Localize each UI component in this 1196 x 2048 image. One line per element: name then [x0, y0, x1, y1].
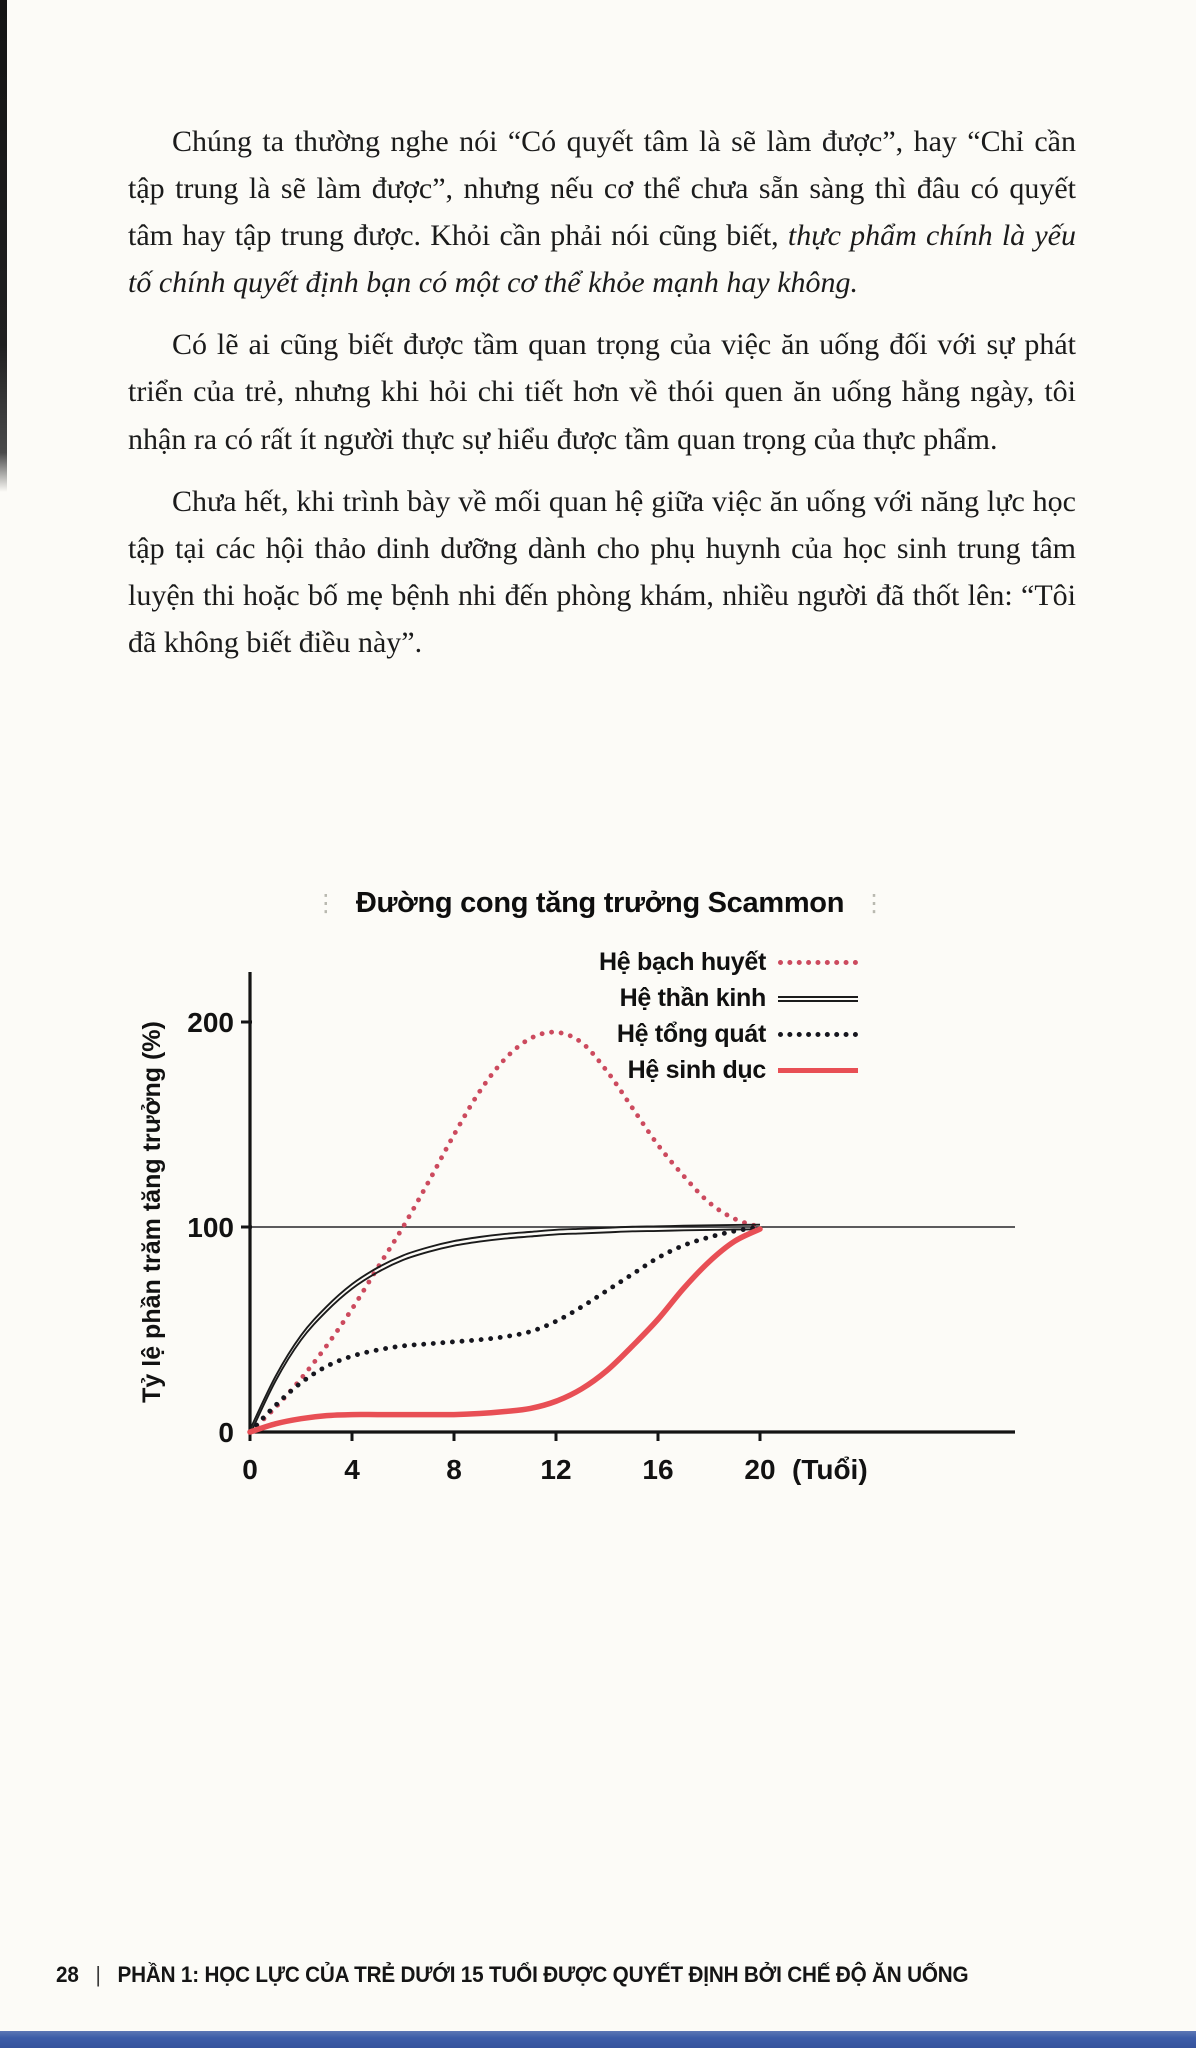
- paragraph-text-italic: thực phẩm chính là yếu tố chính quyết định bạn có một cơ thể khỏe mạnh hay không.: [128, 219, 1077, 300]
- legend-double-line-sample-icon: [778, 996, 858, 1002]
- chart-title: Đường cong tăng trưởng Scammon: [355, 886, 845, 919]
- legend-dotted-sample-icon: [778, 960, 858, 965]
- y-tick-label: 0: [218, 1417, 234, 1448]
- growth-chart-figure: [80, 882, 1120, 1502]
- body-text: [128, 118, 1076, 681]
- legend-label: Hệ sinh dục: [627, 1056, 766, 1084]
- legend-solid-sample-icon: [778, 1068, 858, 1073]
- legend-label: Hệ bạch huyết: [599, 948, 766, 976]
- legend-label: Hệ tổng quát: [616, 1020, 766, 1048]
- line-neural: [250, 1225, 760, 1430]
- x-axis-unit-label: (Tuổi): [792, 1454, 868, 1485]
- x-tick-label: 16: [642, 1454, 674, 1485]
- paragraph: Chưa hết, khi trình bày về mối quan hệ giữa việc ăn uống với năng lực học tập tại các hội thảo dinh dưỡng dành cho phụ huynh của học sinh trung tâm luyện thi hoặc bố mẹ bệnh nhi đến phòng khám, nhiều người đã thốt lên: “Tôi đã không biết điều này”.: [128, 484, 1076, 659]
- x-tick-label: 0: [242, 1454, 258, 1485]
- x-tick-label: 4: [344, 1454, 360, 1485]
- paragraph: [128, 118, 1076, 306]
- line-general: [250, 1227, 760, 1432]
- scan-bottom-edge: [0, 2031, 1196, 2048]
- y-axis-label: Tỷ lệ phần trăm tăng trưởng (%): [138, 1021, 166, 1403]
- title-ornament-left-icon: ⋮: [313, 889, 338, 917]
- x-tick-label: 20: [744, 1454, 776, 1485]
- legend-label: Hệ thần kinh: [619, 984, 766, 1012]
- paragraph: Có lẽ ai cũng biết được tầm quan trọng của việc ăn uống đối với sự phát triển của trẻ, nhưng khi hỏi chi tiết hơn về thói quen ăn uống hằng ngày, tôi nhận ra có rất ít người thực sự hiểu được tầm quan trọng của thực phẩm.: [128, 328, 1076, 456]
- legend-item-lymphoid: [599, 948, 858, 977]
- page-number: 28: [56, 1962, 79, 1987]
- x-tick-label: 8: [446, 1454, 462, 1485]
- line-neural-inner: [250, 1229, 760, 1434]
- line-genital: [250, 1229, 760, 1432]
- legend-item-neural: [618, 984, 858, 1013]
- growth-chart-svg: [80, 932, 1120, 1502]
- y-tick-label: 200: [187, 1007, 234, 1038]
- x-tick-label: 12: [540, 1454, 572, 1485]
- page-footer: [56, 1962, 968, 1988]
- chart-legend: [599, 948, 858, 1085]
- scan-edge-artifact: [0, 0, 7, 492]
- footer-title: PHẦN 1: HỌC LỰC CỦA TRẺ DƯỚI 15 TUỔI ĐƯỢC QUYẾT ĐỊNH BỞI CHẾ ĐỘ ĂN UỐNG: [117, 1962, 969, 1987]
- legend-item-genital: [618, 1056, 858, 1085]
- line-lymphoid: [250, 1032, 760, 1432]
- legend-item-general: [618, 1020, 858, 1049]
- title-ornament-right-icon: ⋮: [862, 889, 887, 917]
- footer-separator: |: [95, 1962, 101, 1987]
- paragraph-text: Chúng ta thường nghe nói “Có quyết tâm là sẽ làm được”, hay “Chỉ cần tập trung là sẽ làm được”, nhưng nếu cơ thể chưa sẵn sàng thì đâu có quyết tâm hay tập trung được. Khỏi cần phải nói cũng biết,: [128, 125, 1076, 253]
- chart-title-row: [80, 882, 1120, 924]
- y-tick-label: 100: [187, 1212, 234, 1243]
- legend-dotted-sample-icon: [778, 1032, 858, 1037]
